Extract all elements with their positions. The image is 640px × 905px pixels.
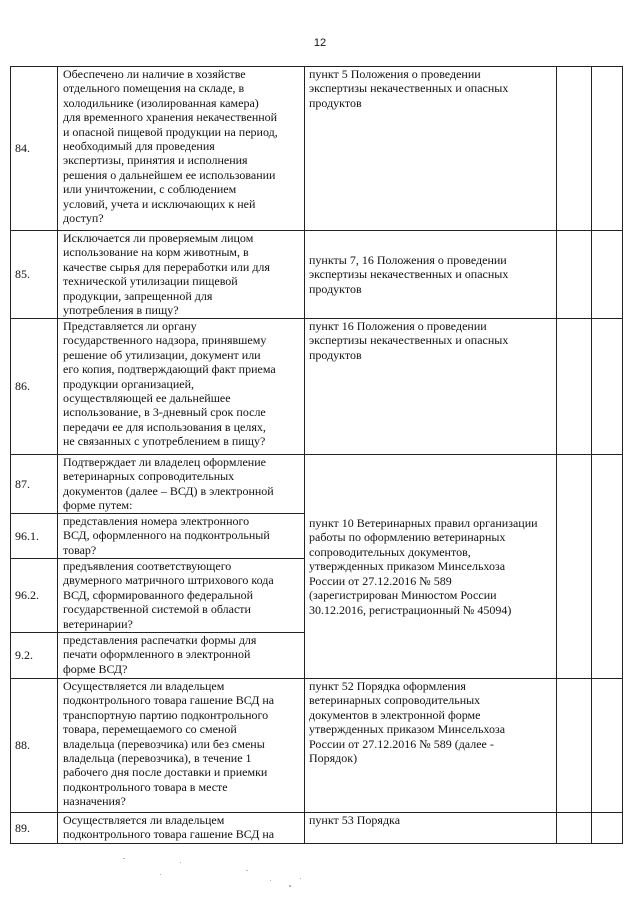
- empty-cell: [557, 679, 592, 813]
- question-line: употребления в пищу?: [63, 303, 179, 318]
- reference-line: 30.12.2016, регистрационный № 45094): [309, 602, 512, 617]
- reference-line: сопроводительных документов,: [309, 544, 471, 559]
- question-line: владельца (перевозчика) или без смены: [63, 736, 265, 751]
- question-line: Осуществляется ли владельцем: [63, 679, 225, 693]
- table-row: [11, 813, 623, 844]
- question-line: подконтрольного товара в месте: [63, 779, 228, 794]
- question-line: ВСД, оформленного на подконтрольный: [63, 528, 270, 543]
- question-line: его копия, подтверждающий факт приема: [63, 362, 276, 377]
- reference-line: экспертизы некачественных и опасных: [309, 333, 509, 348]
- scan-speck: [160, 874, 161, 875]
- question-line: предъявления соответствующего: [63, 559, 232, 573]
- reference-line: утвержденных приказом Минсельхоза: [309, 559, 506, 574]
- row-number: 89.: [11, 813, 58, 844]
- question-line: решение об утилизации, документ или: [63, 347, 261, 362]
- question-cell: [58, 514, 305, 559]
- scan-speck: [123, 858, 125, 859]
- reference-line: продуктов: [309, 281, 362, 296]
- question-line: двумерного матричного штрихового кода: [63, 573, 274, 588]
- question-line: холодильнике (изолированная камера): [63, 95, 259, 110]
- question-line: доступ?: [63, 211, 104, 226]
- question-line: ВСД, сформированного федеральной: [63, 587, 254, 602]
- reference-line: утвержденных приказом Минсельхоза: [309, 722, 506, 737]
- question-line: и опасной пищевой продукции на период,: [63, 124, 278, 139]
- empty-cell: [592, 455, 623, 679]
- reference-line: России от 27.12.2016 № 589 (далее -: [309, 736, 494, 751]
- reference-cell: [305, 319, 557, 455]
- empty-cell: [592, 319, 623, 455]
- checklist-table: [10, 66, 623, 844]
- question-line: транспортную партию подконтрольного: [63, 707, 269, 722]
- empty-cell: [557, 455, 592, 679]
- question-line: для временного хранения некачественной: [63, 110, 278, 125]
- empty-cell: [557, 231, 592, 319]
- row-number: 88.: [11, 679, 58, 813]
- reference-cell: [305, 813, 557, 844]
- question-line: осуществляющей ее дальнейшее: [63, 391, 231, 406]
- reference-line: пункты 7, 16 Положения о проведении: [309, 252, 507, 267]
- reference-line: пункт 52 Порядка оформления: [309, 679, 466, 693]
- empty-cell: [592, 813, 623, 844]
- empty-cell: [557, 67, 592, 231]
- row-number: 87.: [11, 455, 58, 514]
- question-line: рабочего дня после доставки и приемки: [63, 765, 268, 780]
- question-line: продукции, запрещенной для: [63, 288, 213, 303]
- table-row: [11, 67, 623, 231]
- question-line: передачи ее для использования в целях,: [63, 419, 266, 434]
- question-line: качестве сырья для переработки или для: [63, 259, 270, 274]
- question-cell: [58, 559, 305, 633]
- question-cell: [58, 67, 305, 231]
- question-line: форме ВСД?: [63, 661, 128, 676]
- question-line: решения о дальнейшем ее использовании: [63, 167, 276, 182]
- empty-cell: [592, 231, 623, 319]
- question-cell: [58, 679, 305, 813]
- question-line: Осуществляется ли владельцем: [63, 813, 225, 827]
- question-line: Представляется ли органу: [63, 319, 197, 333]
- question-line: подконтрольного товара гашение ВСД на: [63, 827, 275, 842]
- reference-line: пункт 53 Порядка: [309, 813, 401, 827]
- page-number: 12: [313, 37, 327, 49]
- question-line: представления номера электронного: [63, 514, 250, 528]
- question-line: или уничтожении, с соблюдением: [63, 182, 237, 197]
- question-cell: [58, 319, 305, 455]
- question-line: Обеспечено ли наличие в хозяйстве: [63, 67, 246, 81]
- question-line: Подтверждает ли владелец оформление: [63, 455, 266, 469]
- empty-cell: [592, 67, 623, 231]
- question-line: ветеринарии?: [63, 616, 133, 631]
- reference-line: пункт 10 Ветеринарных правил организации: [309, 516, 538, 531]
- row-number: 85.: [11, 231, 58, 319]
- question-line: представления распечатки формы для: [63, 633, 257, 647]
- scan-speck: [270, 880, 271, 881]
- question-line: необходимый для проведения: [63, 139, 215, 154]
- question-line: продукции организацией,: [63, 376, 195, 391]
- reference-line: (зарегистрирован Минюстом России: [309, 588, 497, 603]
- question-line: использование на корм животным, в: [63, 245, 249, 260]
- scan-speck: [289, 885, 291, 887]
- question-line: товара, перемещаемого со сменой: [63, 722, 237, 737]
- question-cell: [58, 633, 305, 679]
- question-line: товар?: [63, 542, 97, 557]
- question-line: подконтрольного товара гашение ВСД на: [63, 693, 275, 708]
- question-line: использование, в 3-дневный срок после: [63, 405, 266, 420]
- reference-line: Порядок): [309, 751, 358, 766]
- empty-cell: [557, 813, 592, 844]
- reference-line: пункт 5 Положения о проведении: [309, 67, 481, 81]
- row-number: 96.2.: [11, 559, 58, 633]
- reference-cell: [305, 679, 557, 813]
- question-line: государственного надзора, принявшему: [63, 333, 267, 348]
- empty-cell: [557, 319, 592, 455]
- reference-cell: [305, 67, 557, 231]
- table-row: [11, 231, 623, 319]
- question-line: форме путем:: [63, 498, 133, 513]
- reference-line: продуктов: [309, 347, 362, 362]
- question-line: Исключается ли проверяемым лицом: [63, 231, 254, 245]
- question-line: владельца (перевозчика), в течение 1: [63, 751, 252, 766]
- question-cell: [58, 813, 305, 844]
- question-line: назначения?: [63, 794, 126, 809]
- reference-line: ветеринарных сопроводительных: [309, 693, 481, 708]
- row-number: 84.: [11, 67, 58, 231]
- question-line: печати оформленного в электронной: [63, 647, 251, 662]
- question-line: условий, учета и исключающих к ней: [63, 196, 256, 211]
- row-number: 96.1.: [11, 514, 58, 559]
- question-line: отдельного помещения на складе, в: [63, 81, 245, 96]
- reference-cell: [305, 231, 557, 319]
- reference-line: документов в электронной форме: [309, 707, 481, 722]
- table-row: [11, 679, 623, 813]
- table-row: [11, 319, 623, 455]
- empty-cell: [592, 679, 623, 813]
- question-line: ветеринарных сопроводительных: [63, 469, 235, 484]
- row-number: 86.: [11, 319, 58, 455]
- reference-line: пункт 16 Положения о проведении: [309, 319, 487, 333]
- question-line: государственной системой в области: [63, 602, 251, 617]
- scan-speck: [180, 862, 181, 863]
- scan-speck: [300, 878, 301, 879]
- reference-line: экспертизы некачественных и опасных: [309, 81, 509, 96]
- reference-line: России от 27.12.2016 № 589: [309, 573, 452, 588]
- row-number: 9.2.: [11, 633, 58, 679]
- reference-line: работы по оформлению ветеринарных: [309, 530, 506, 545]
- reference-line: экспертизы некачественных и опасных: [309, 267, 509, 282]
- question-line: экспертизы, принятия и исполнения: [63, 153, 248, 168]
- question-line: технической утилизации пищевой: [63, 274, 238, 289]
- question-cell: [58, 231, 305, 319]
- reference-line: продуктов: [309, 95, 362, 110]
- question-line: не связанных с употреблением в пищу?: [63, 434, 266, 449]
- question-line: документов (далее – ВСД) в электронной: [63, 483, 274, 498]
- question-cell: [58, 455, 305, 514]
- merged-reference-cell: [305, 455, 557, 679]
- scan-speck: [246, 870, 248, 871]
- table-row: [11, 455, 623, 514]
